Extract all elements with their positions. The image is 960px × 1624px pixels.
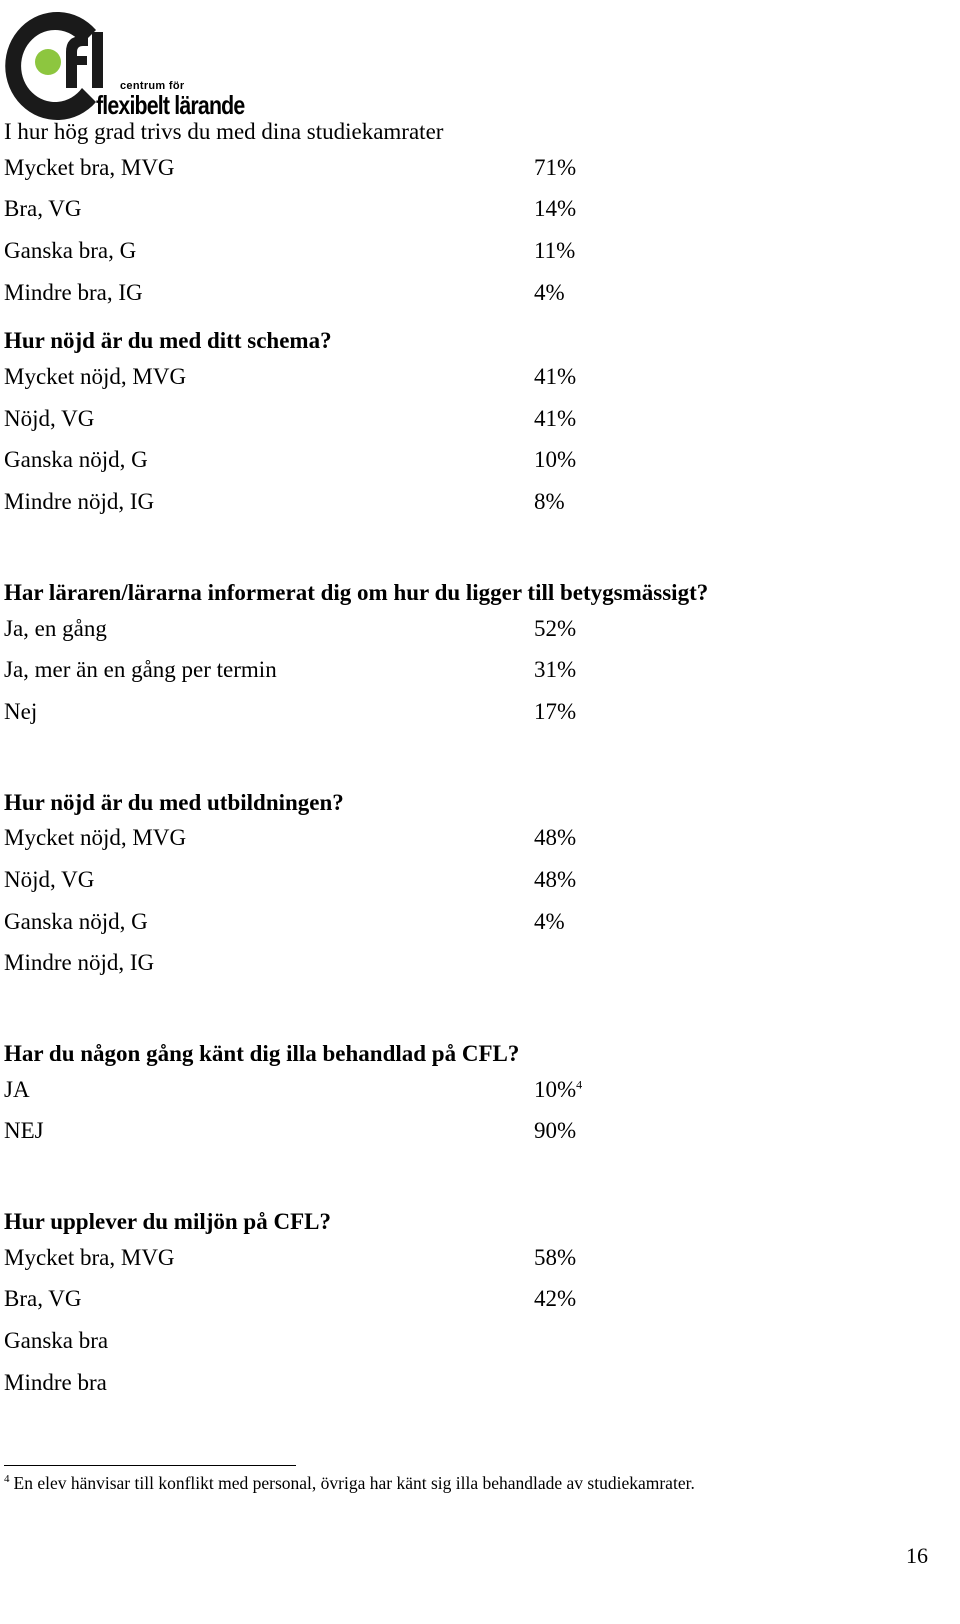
answer-label: Mindre nöjd, IG [4, 488, 155, 514]
answer-row [4, 272, 904, 314]
answer-row [4, 859, 904, 901]
answer-value: 14% [534, 196, 577, 222]
answer-label: NEJ [4, 1118, 44, 1144]
answer-row [4, 1279, 904, 1321]
answer-row [4, 1111, 904, 1153]
answer-label: Mycket bra, MVG [4, 154, 175, 180]
answer-label: Nöjd, VG [4, 866, 95, 892]
answer-label: Mycket nöjd, MVG [4, 364, 187, 390]
answer-row [4, 230, 904, 272]
answer-label: Ganska nöjd, G [4, 447, 148, 473]
answer-value: 90% [534, 1118, 577, 1144]
section-question: Hur nöjd är du med utbildningen? [4, 789, 344, 815]
answer-row [4, 481, 904, 523]
answer-label: Nej [4, 698, 38, 724]
answer-value: 48% [534, 825, 577, 851]
answer-label: Ganska bra, G [4, 237, 137, 263]
answer-value: 58% [534, 1244, 577, 1270]
answer-value: 4% [534, 279, 565, 305]
logo-big-text: flexibelt lärande [96, 90, 245, 120]
answer-label: Ganska bra [4, 1328, 109, 1354]
answer-row [4, 440, 904, 482]
answer-value: 41% [534, 364, 577, 390]
answer-row [4, 691, 904, 733]
footnote [4, 1473, 695, 1494]
answer-row [4, 356, 904, 398]
answer-label: Mindre bra [4, 1369, 107, 1395]
answer-row [4, 608, 904, 650]
answer-row [4, 1362, 904, 1404]
answer-row [4, 1237, 904, 1279]
answer-label: Bra, VG [4, 196, 82, 222]
section-question: Hur upplever du miljön på CFL? [4, 1209, 331, 1235]
answer-row [4, 818, 904, 860]
survey-content [4, 118, 904, 1403]
answer-value: 42% [534, 1286, 577, 1312]
answer-label: Ja, en gång [4, 615, 107, 641]
answer-value: 11% [534, 237, 576, 263]
answer-value: 48% [534, 866, 577, 892]
answer-label: Ja, mer än en gång per termin [4, 657, 277, 683]
answer-label: Nöjd, VG [4, 405, 95, 431]
answer-row [4, 1320, 904, 1362]
answer-row [4, 901, 904, 943]
logo-small-text: centrum för [120, 80, 185, 92]
answer-value: 17% [534, 698, 577, 724]
answer-row [4, 147, 904, 189]
answer-label: Mindre nöjd, IG [4, 950, 155, 976]
answer-label: Bra, VG [4, 1286, 82, 1312]
answer-value: 4% [534, 908, 565, 934]
answer-label: Ganska nöjd, G [4, 908, 148, 934]
answer-value: 10% [534, 447, 577, 473]
answer-value: 71% [534, 154, 577, 180]
answer-value [534, 1077, 654, 1103]
footnote-number: 4 [4, 1473, 10, 1486]
answer-label: Mycket nöjd, MVG [4, 825, 187, 851]
footnote-text: En elev hänvisar till konflikt med personal, övriga har känt sig illa behandlade av studiekamrater. [13, 1473, 695, 1493]
answer-value: 52% [534, 615, 577, 641]
answer-row [4, 1069, 904, 1111]
answer-row [4, 189, 904, 231]
footnote-divider [4, 1465, 296, 1466]
footnote-reference: 4 [576, 1077, 583, 1092]
answer-row [4, 649, 904, 691]
section-question: Har du någon gång känt dig illa behandlad på CFL? [4, 1040, 520, 1066]
answer-value: 8% [534, 488, 565, 514]
page-number: 16 [906, 1543, 928, 1568]
answer-label: Mindre bra, IG [4, 279, 143, 305]
answer-label: Mycket bra, MVG [4, 1244, 175, 1270]
answer-value-text: 10% [534, 1076, 577, 1102]
section-question: Har läraren/lärarna informerat dig om hur du ligger till betygsmässigt? [4, 579, 709, 605]
answer-row [4, 398, 904, 440]
answer-value: 41% [534, 405, 577, 431]
answer-row [4, 942, 904, 984]
section-question: I hur hög grad trivs du med dina studiekamrater [4, 119, 444, 144]
section-question: Hur nöjd är du med ditt schema? [4, 328, 332, 354]
answer-value: 31% [534, 657, 577, 683]
cfl-logo [4, 2, 274, 120]
answer-label: JA [4, 1076, 30, 1102]
